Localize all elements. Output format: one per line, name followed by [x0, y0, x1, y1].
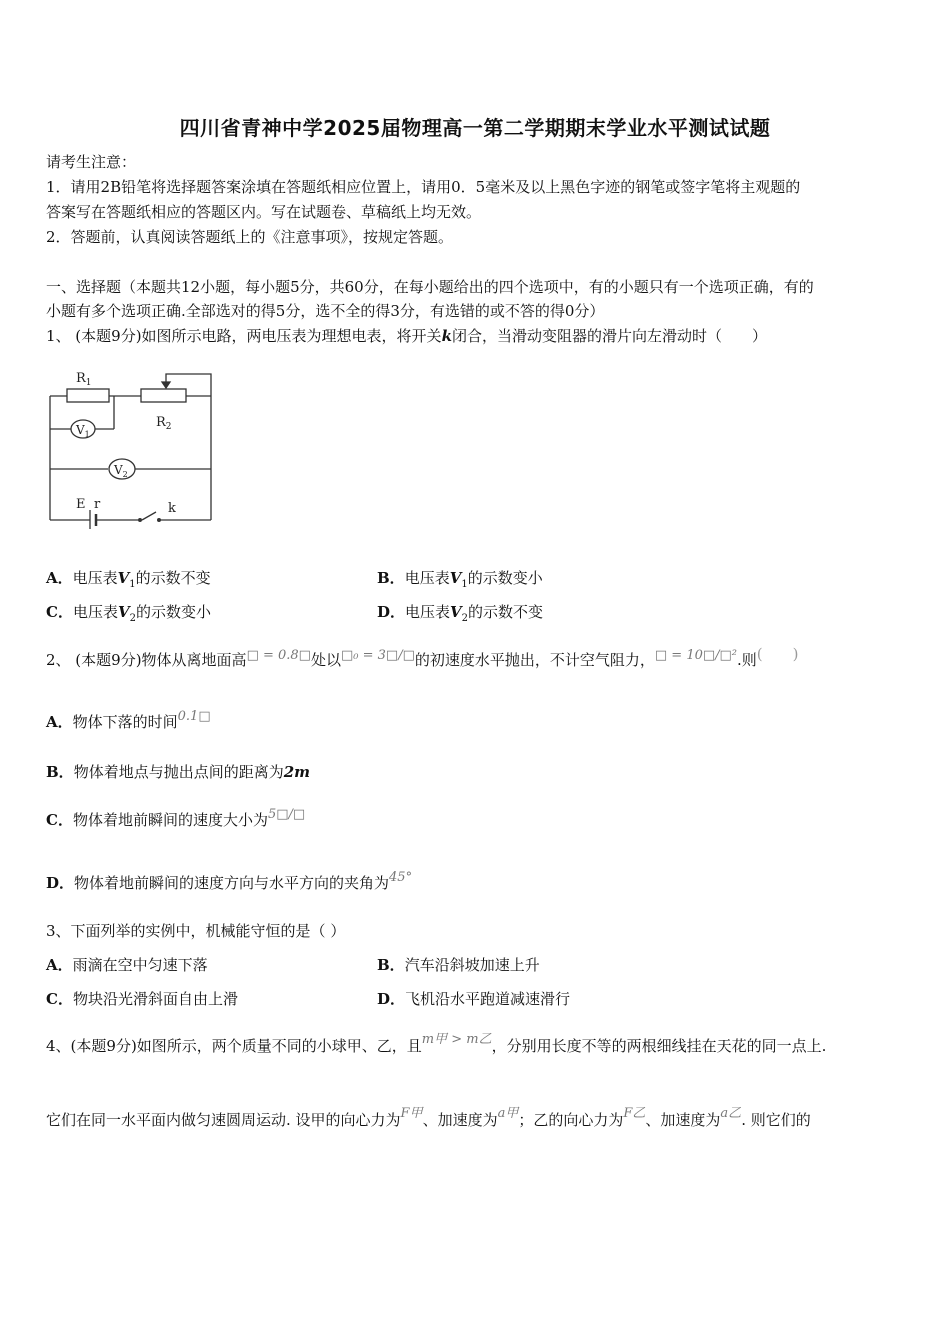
section-line-2: 小题有多个选项正确.全部选对的得5分，选不全的得3分，有选错的或不答的得0分） — [46, 302, 605, 320]
label-r1: $R_1$ — [76, 371, 92, 388]
question-2-stem: 2、 (本题9分)物体从离地面高□ = 0.8□处以□₀ = 3□/□的初速度水平抛出，不计空气阻力，□ = 10□/□².则( ) — [46, 645, 799, 669]
q1-option-b[interactable]: B．电压表$V_1$的示数变小 — [377, 569, 543, 590]
q2-height: □ = 0.8□ — [246, 648, 311, 663]
q3-option-d[interactable]: D．飞机沿水平跑道减速滑行 — [377, 990, 571, 1008]
label-e: E — [76, 497, 86, 512]
q2-gravity: □ = 10□/□² — [654, 648, 738, 663]
circuit-diagram — [46, 364, 221, 529]
label-v2: $V_2$ — [114, 463, 128, 479]
q1-stem-k: k — [441, 327, 452, 345]
notice-line-2: 2．答题前，认真阅读答题纸上的《注意事项》，按规定答题。 — [46, 228, 454, 246]
q2-option-d[interactable]: D．物体着地前瞬间的速度方向与水平方向的夹角为45° — [46, 870, 413, 892]
q1-option-c[interactable]: C．电压表$V_2$的示数变小 — [46, 603, 211, 624]
q2-answer-paren: ( ) — [756, 645, 799, 663]
label-r2: $R_2$ — [156, 415, 172, 432]
q2-option-b[interactable]: B．物体着地点与抛出点间的距离为2m — [46, 763, 311, 781]
q2-option-a[interactable]: A．物体下落的时间0.1□ — [46, 709, 211, 731]
q1-stem-post: 闭合，当滑动变阻器的滑片向左滑动时（ ） — [451, 327, 767, 345]
q2-option-c[interactable]: C．物体着地前瞬间的速度大小为5□/□ — [46, 807, 306, 829]
question-3-stem: 3、下面列举的实例中，机械能守恒的是（ ） — [46, 922, 346, 940]
q2-velocity: □₀ = 3□/□ — [340, 648, 415, 663]
notice-heading: 请考生注意： — [46, 153, 137, 171]
question-4-stem: 4、(本题9分)如图所示，两个质量不同的小球甲、乙，且m甲 > m乙，分别用长度不等的两根细线挂在天花的同一点上. — [46, 1032, 827, 1055]
section-line-1: 一、选择题（本题共12小题，每小题5分，共60分，在每小题给出的四个选项中，有的小题只有一个选项正确，有的 — [46, 278, 814, 296]
q4-mass-relation: m甲 > m乙 — [421, 1032, 492, 1047]
notice-line-1: 1．请用2B铅笔将选择题答案涂填在答题纸相应位置上，请用0．5毫米及以上黑色字迹的钢笔或签字笔将主观题的 — [46, 178, 801, 196]
page-title: 四川省青神中学2025届物理高一第二学期期末学业水平测试试题 — [179, 116, 771, 140]
q3-option-c[interactable]: C．物块沿光滑斜面自由上滑 — [46, 990, 238, 1008]
question-1-stem — [46, 326, 767, 346]
q1-stem-pre: 1、 (本题9分)如图所示电路，两电压表为理想电表，将开关 — [46, 327, 442, 345]
notice-line-1b: 答案写在答题纸相应的答题区内。写在试题卷、草稿纸上均无效。 — [46, 203, 482, 221]
label-r: r — [94, 497, 101, 512]
label-k: k — [168, 501, 176, 516]
q3-option-a[interactable]: A．雨滴在空中匀速下落 — [46, 956, 208, 974]
q1-option-a[interactable]: A．电压表$V_1$的示数不变 — [46, 569, 211, 590]
question-4-line-2: 它们在同一水平面内做匀速圆周运动. 设甲的向心力为F甲、加速度为a甲；乙的向心力为F乙、加速度为a乙. 则它们的 — [46, 1106, 811, 1129]
q1-option-d[interactable]: D．电压表$V_2$的示数不变 — [377, 603, 544, 624]
label-v1: $V_1$ — [76, 423, 90, 439]
q3-option-b[interactable]: B．汽车沿斜坡加速上升 — [377, 956, 540, 974]
